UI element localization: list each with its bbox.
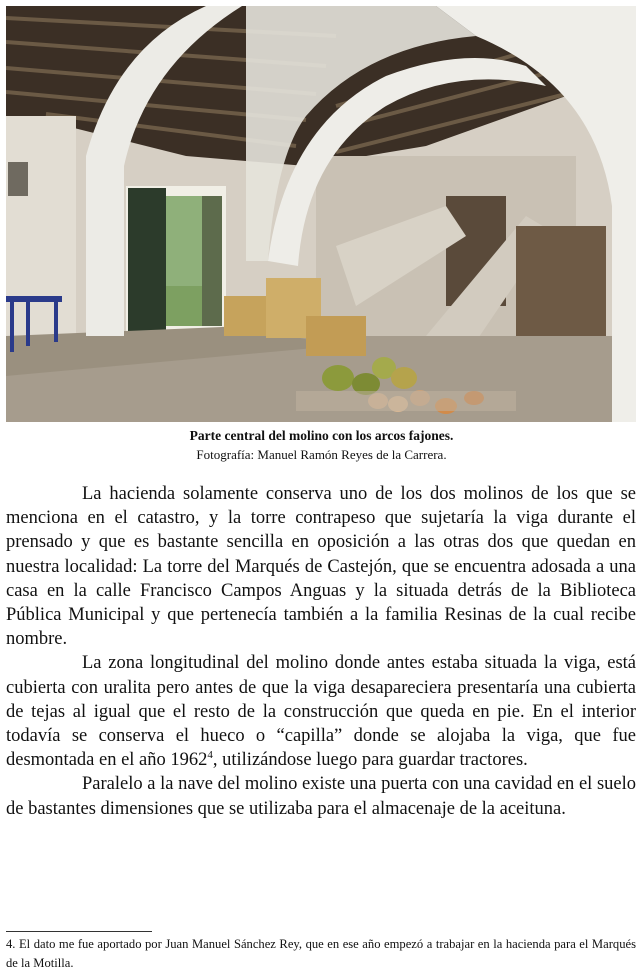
article-body bbox=[6, 482, 636, 821]
mill-interior-photo bbox=[6, 6, 636, 422]
paragraph-3: Paralelo a la nave del molino existe una puerta con una cavidad en el suelo de bastantes dimensiones que se utilizaba para el almacenaje de la aceituna. bbox=[6, 774, 636, 819]
photo-caption-title: Parte central del molino con los arcos fajones. bbox=[189, 428, 454, 443]
paragraph-2-text-before: La zona longitudinal del molino donde antes estaba situada la viga, está cubierta con uralita pero antes de que la viga desapareciera presentaría una cubierta de tejas al igual que el resto de la construcción que queda en pie. En el interior todavía se conserva el hueco o “capilla” donde se alojaba la viga, que fue desmontada en el año 1962 bbox=[6, 653, 636, 771]
mill-interior-illustration bbox=[6, 6, 636, 422]
paragraph-2 bbox=[6, 651, 636, 772]
paragraph-2-text-after: , utilizándose luego para guardar tractores. bbox=[212, 750, 528, 771]
paragraph-1: La hacienda solamente conserva uno de los dos molinos de los que se menciona en el catastro, y la torre contrapeso que sujetaría la viga durante el prensado y que es bastante sencilla en oposición a las otras dos que quedan en nuestra localidad: La torre del Marqués de Castejón, que se encuentra adosada a una casa en la calle Francisco Campos Anguas y la situada detrás de la Biblioteca Pública Municipal y que pertenecía también a la familia Resinas de la cual recibe nombre. bbox=[6, 484, 636, 650]
footnote-4: 4. El dato me fue aportado por Juan Manuel Sánchez Rey, que en ese año empezó a trabajar en la hacienda para el Marqués de la Motilla. bbox=[6, 937, 636, 970]
footnote-reference[interactable]: 4 bbox=[207, 749, 213, 762]
photo-caption-credit: Fotografía: Manuel Ramón Reyes de la Carrera. bbox=[196, 447, 447, 462]
footnote-separator bbox=[6, 931, 152, 932]
